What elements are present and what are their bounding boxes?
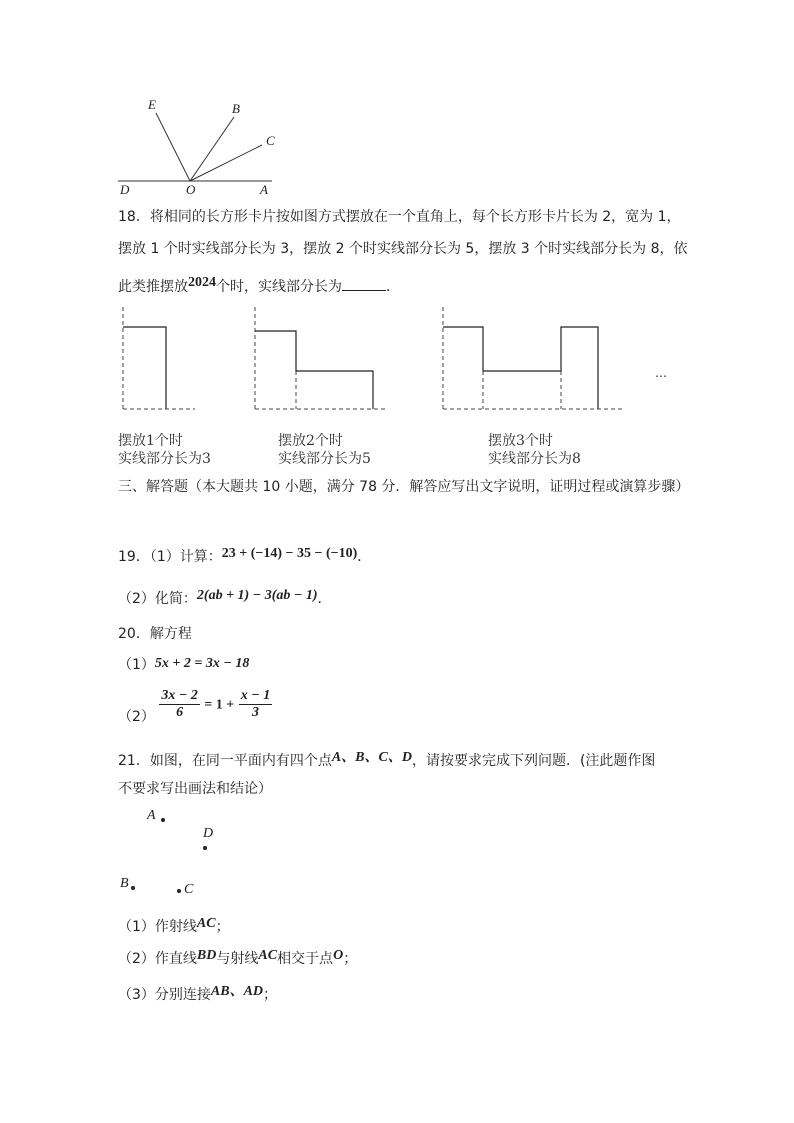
caption-1-a: 摆放1个时 bbox=[118, 433, 183, 449]
point-c bbox=[177, 889, 181, 893]
q18-line3 bbox=[118, 275, 400, 297]
q20-fraction-2 bbox=[239, 688, 272, 721]
q21-line1-post: ，请按要求完成下列问题．(注此题作图 bbox=[411, 753, 656, 769]
q18-line2: 摆放 1 个时实线部分长为 3，摆放 2 个时实线部分长为 5，摆放 3 个时实线部分长为 8，依 bbox=[118, 241, 688, 257]
q19-part2-label: （2）化简： bbox=[118, 591, 197, 607]
q20-part1 bbox=[118, 656, 249, 675]
ray-ob bbox=[190, 117, 234, 181]
q19-part2 bbox=[118, 590, 332, 609]
label-b: B bbox=[232, 101, 240, 116]
q21-line2: 不要求写出画法和结论） bbox=[118, 781, 272, 797]
q21-step2-mid2: 相交于点 bbox=[277, 951, 334, 967]
section-3-heading: 三、解答题（本大题共 10 小题，满分 78 分．解答应写出文字说明，证明过程或演算步骤） bbox=[118, 479, 690, 495]
ray-oc bbox=[190, 145, 262, 181]
caption-3-a: 摆放3个时 bbox=[488, 433, 553, 449]
q18-line3-pre: 此类推摆放 bbox=[118, 279, 188, 295]
angle-figure bbox=[110, 95, 290, 197]
q19-part2-expr: 2(ab + 1) − 3(ab − 1) bbox=[196, 588, 318, 603]
caption-2-b: 实线部分长为5 bbox=[278, 451, 371, 467]
caption-3 bbox=[488, 432, 581, 468]
q21-step2-expr2: AC bbox=[258, 948, 278, 963]
q18-line3-end: ． bbox=[386, 279, 400, 295]
q20-part2 bbox=[118, 688, 272, 732]
label-c: C bbox=[266, 133, 275, 148]
caption-2 bbox=[278, 432, 371, 468]
q21-step2-mid: 与射线 bbox=[216, 951, 259, 967]
point-d bbox=[203, 846, 207, 850]
q20-fraction-2-den: 3 bbox=[251, 705, 259, 720]
q21-line1 bbox=[118, 752, 655, 771]
q21-step1-expr: AC bbox=[196, 916, 216, 931]
q21-step3-end: ； bbox=[263, 987, 278, 1003]
label-o: O bbox=[186, 182, 196, 197]
q20-fraction-1 bbox=[159, 688, 199, 721]
caption-1-b: 实线部分长为3 bbox=[118, 451, 211, 467]
q21-step1-end: ； bbox=[215, 919, 230, 935]
label-a: A bbox=[260, 182, 268, 197]
q21-step1 bbox=[118, 918, 230, 937]
q19-part2-end: ． bbox=[317, 591, 332, 607]
q20-fraction-1-den: 6 bbox=[176, 705, 184, 720]
caption-2-a: 摆放2个时 bbox=[278, 433, 343, 449]
point-d-label: D bbox=[203, 826, 214, 841]
q21-points: A、B、C、D bbox=[331, 750, 412, 765]
label-d: D bbox=[120, 182, 130, 197]
q21-step2-expr3: O bbox=[333, 948, 344, 963]
q21-step2-label: （2）作直线 bbox=[118, 951, 197, 967]
ray-oe bbox=[156, 113, 190, 181]
q21-step2-end: ； bbox=[343, 951, 358, 967]
q18-line1: 18．将相同的长方形卡片按如图方式摆放在一个直角上，每个长方形卡片长为 2，宽为 1， bbox=[118, 209, 681, 225]
q20-part1-label: （1） bbox=[118, 657, 155, 673]
answer-blank[interactable] bbox=[342, 278, 386, 291]
q20-title: 20．解方程 bbox=[118, 626, 192, 642]
label-e: E bbox=[148, 97, 156, 112]
point-b-label: B bbox=[120, 876, 129, 891]
q19-part1 bbox=[118, 548, 371, 567]
q19-part1-expr: 23 + (−14) − 35 − (−10) bbox=[221, 546, 358, 561]
q21-step3-expr: AB、AD bbox=[210, 984, 264, 999]
q21-step2 bbox=[118, 950, 357, 969]
q21-step3 bbox=[118, 986, 277, 1005]
q18-line3-post: 个时，实线部分长为 bbox=[216, 279, 342, 295]
q21-step3-label: （3）分别连接 bbox=[118, 987, 211, 1003]
card-figure-2 bbox=[255, 307, 385, 409]
q20-part1-expr: 5x + 2 = 3x − 18 bbox=[154, 656, 250, 671]
q19-part1-label: 19．（1）计算： bbox=[118, 549, 222, 565]
q20-fraction-1-num: 3x − 2 bbox=[161, 688, 198, 703]
ellipsis: … bbox=[655, 366, 667, 380]
q21-step1-label: （1）作射线 bbox=[118, 919, 197, 935]
point-b bbox=[131, 886, 135, 890]
q20-part2-label: （2） bbox=[118, 708, 155, 725]
caption-3-b: 实线部分长为8 bbox=[488, 451, 581, 467]
card-figure-3 bbox=[443, 307, 624, 409]
q21-line1-pre: 21．如图，在同一平面内有四个点 bbox=[118, 753, 332, 769]
point-a bbox=[161, 818, 165, 822]
point-c-label: C bbox=[184, 882, 194, 897]
q19-part1-end: ． bbox=[357, 549, 372, 565]
q20-fraction-2-num: x − 1 bbox=[240, 688, 271, 703]
caption-1 bbox=[118, 432, 211, 468]
q18-count: 2024 bbox=[188, 275, 216, 290]
q20-equals: = 1 + bbox=[204, 697, 235, 713]
point-a-label: A bbox=[147, 808, 156, 823]
card-figure-1 bbox=[123, 307, 195, 409]
q21-step2-expr1: BD bbox=[196, 948, 217, 963]
card-figures bbox=[110, 305, 690, 415]
